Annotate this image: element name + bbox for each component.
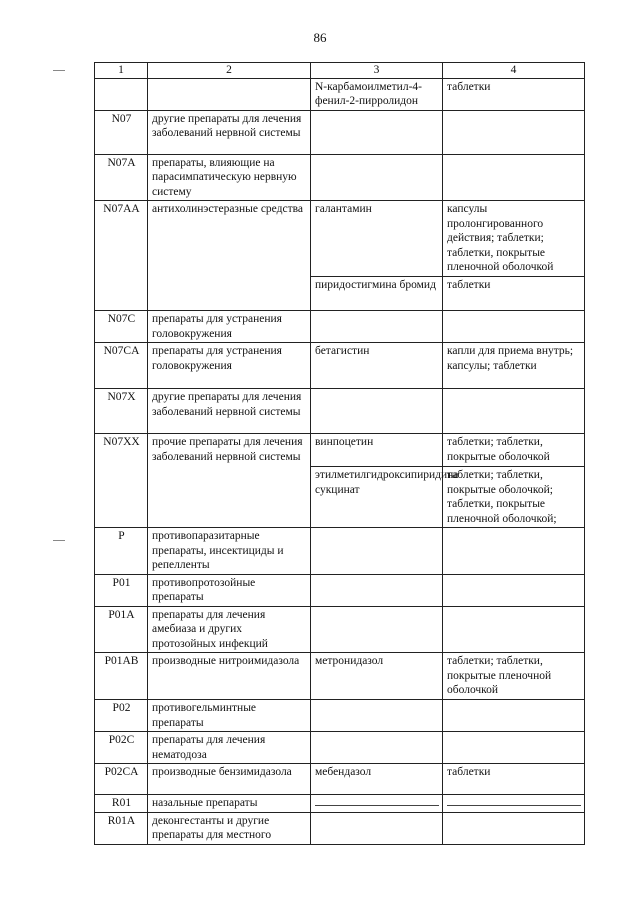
drug-cell bbox=[311, 311, 443, 343]
table-row bbox=[95, 343, 585, 389]
group-cell: препараты для устранения головокружения bbox=[148, 343, 311, 389]
drug-cell bbox=[311, 812, 443, 844]
group-cell: другие препараты для лечения заболеваний нервной системы bbox=[148, 110, 311, 154]
atc-code-cell: P01 bbox=[95, 574, 148, 606]
group-cell: препараты для лечения амебиаза и других протозойных инфекций bbox=[148, 606, 311, 653]
drug-cell: винпоцетин bbox=[311, 434, 443, 467]
table-row bbox=[95, 311, 585, 343]
form-cell bbox=[443, 311, 585, 343]
group-cell: антихолинэстеразные средства bbox=[148, 201, 311, 311]
drug-cell bbox=[311, 154, 443, 201]
table-row bbox=[95, 154, 585, 201]
form-cell: таблетки; таблетки, покрытые оболочкой bbox=[443, 434, 585, 467]
group-cell: производные бензимидазола bbox=[148, 764, 311, 795]
group-cell: препараты, влияющие на парасимпатическую нервную систему bbox=[148, 154, 311, 201]
drug-cell bbox=[311, 795, 443, 813]
table-row bbox=[95, 78, 585, 110]
drug-cell: пиридостигмина бромид bbox=[311, 277, 443, 311]
form-cell bbox=[443, 795, 585, 813]
table-row bbox=[95, 812, 585, 844]
group-cell: производные нитроимидазола bbox=[148, 653, 311, 700]
divider bbox=[315, 797, 439, 806]
table-row bbox=[95, 732, 585, 764]
atc-code-cell: R01A bbox=[95, 812, 148, 844]
form-cell bbox=[443, 700, 585, 732]
drug-cell bbox=[311, 110, 443, 154]
group-cell: противогельминтные препараты bbox=[148, 700, 311, 732]
form-cell bbox=[443, 154, 585, 201]
atc-code-cell: R01 bbox=[95, 795, 148, 813]
drug-cell bbox=[311, 700, 443, 732]
drug-cell: галантамин bbox=[311, 201, 443, 277]
drug-cell: бетагистин bbox=[311, 343, 443, 389]
atc-code-cell: N07AA bbox=[95, 201, 148, 311]
form-cell: таблетки bbox=[443, 78, 585, 110]
form-cell: таблетки; таблетки, покрытые оболочкой; таблетки, покрытые пленочной оболочкой; bbox=[443, 467, 585, 528]
form-cell: таблетки bbox=[443, 764, 585, 795]
form-cell: капсулы пролонгированного действия; таблетки; таблетки, покрытые пленочной оболочкой bbox=[443, 201, 585, 277]
drug-cell bbox=[311, 389, 443, 434]
atc-code-cell: N07C bbox=[95, 311, 148, 343]
atc-code-cell: P01AB bbox=[95, 653, 148, 700]
table-row bbox=[95, 110, 585, 154]
table-row bbox=[95, 389, 585, 434]
divider bbox=[447, 797, 581, 806]
group-cell: препараты для устранения головокружения bbox=[148, 311, 311, 343]
form-cell bbox=[443, 574, 585, 606]
drug-cell: этилметилгидроксипиридина сукцинат bbox=[311, 467, 443, 528]
atc-code-cell: N07 bbox=[95, 110, 148, 154]
header-row bbox=[95, 63, 585, 79]
atc-code-cell: N07XX bbox=[95, 434, 148, 528]
form-cell bbox=[443, 389, 585, 434]
group-cell: препараты для лечения нематодоза bbox=[148, 732, 311, 764]
table-row bbox=[95, 606, 585, 653]
atc-code-cell bbox=[95, 78, 148, 110]
form-cell bbox=[443, 528, 585, 575]
group-cell: противопаразитарные препараты, инсектициды и репелленты bbox=[148, 528, 311, 575]
drug-cell bbox=[311, 606, 443, 653]
form-cell: капли для приема внутрь; капсулы; таблетки bbox=[443, 343, 585, 389]
table-row bbox=[95, 700, 585, 732]
table-row bbox=[95, 653, 585, 700]
drug-cell bbox=[311, 732, 443, 764]
drug-cell: N-карбамоилметил-4-фенил-2-пирролидон bbox=[311, 78, 443, 110]
form-cell bbox=[443, 812, 585, 844]
group-cell: назальные препараты bbox=[148, 795, 311, 813]
table-row bbox=[95, 574, 585, 606]
atc-code-cell: N07CA bbox=[95, 343, 148, 389]
margin-mark bbox=[53, 540, 65, 541]
form-cell: таблетки bbox=[443, 277, 585, 311]
group-cell: деконгестанты и другие препараты для местного bbox=[148, 812, 311, 844]
column-header: 2 bbox=[148, 63, 311, 79]
atc-code-cell: N07X bbox=[95, 389, 148, 434]
table-row bbox=[95, 795, 585, 813]
table-row bbox=[95, 528, 585, 575]
margin-mark bbox=[53, 70, 65, 71]
group-cell: прочие препараты для лечения заболеваний нервной системы bbox=[148, 434, 311, 528]
atc-code-cell: P01A bbox=[95, 606, 148, 653]
atc-code-cell: N07A bbox=[95, 154, 148, 201]
atc-code-cell: P bbox=[95, 528, 148, 575]
group-cell: другие препараты для лечения заболеваний нервной системы bbox=[148, 389, 311, 434]
table-row bbox=[95, 201, 585, 277]
column-header: 1 bbox=[95, 63, 148, 79]
group-cell: противопротозойные препараты bbox=[148, 574, 311, 606]
form-cell bbox=[443, 732, 585, 764]
drug-cell bbox=[311, 574, 443, 606]
atc-code-cell: P02 bbox=[95, 700, 148, 732]
drug-cell bbox=[311, 528, 443, 575]
column-header: 4 bbox=[443, 63, 585, 79]
drug-cell: мебендазол bbox=[311, 764, 443, 795]
atc-code-cell: P02CA bbox=[95, 764, 148, 795]
page-number: 86 bbox=[313, 30, 327, 45]
atc-code-cell: P02C bbox=[95, 732, 148, 764]
table-row bbox=[95, 764, 585, 795]
drug-table bbox=[94, 62, 585, 845]
drug-cell: метронидазол bbox=[311, 653, 443, 700]
form-cell bbox=[443, 606, 585, 653]
form-cell: таблетки; таблетки, покрытые пленочной оболочкой bbox=[443, 653, 585, 700]
table-row bbox=[95, 434, 585, 467]
form-cell bbox=[443, 110, 585, 154]
column-header: 3 bbox=[311, 63, 443, 79]
group-cell bbox=[148, 78, 311, 110]
